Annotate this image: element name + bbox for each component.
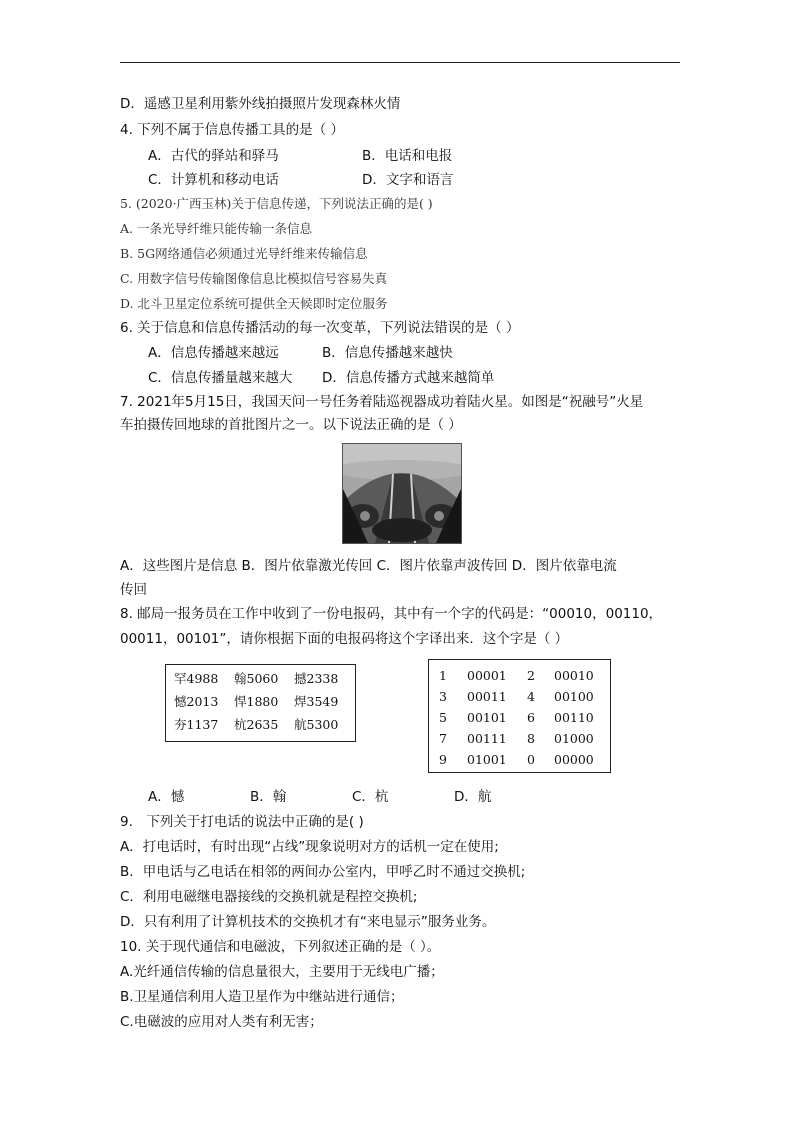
binary-code-cell: 9 (439, 752, 447, 767)
q9-option-a: A．打电话时，有时出现“占线”现象说明对方的话机一定在使用; (120, 839, 499, 855)
q6-option-c: C．信息传播量越来越大 (148, 370, 293, 386)
char-code-cell: 夯1137 (174, 717, 219, 732)
binary-code-cell: 4 (527, 689, 535, 704)
char-code-cell: 撼2338 (294, 671, 339, 686)
q7-stem-line2: 车拍摄传回地球的首批图片之一。以下说法正确的是（ ） (120, 417, 462, 433)
q9-option-d: D．只有利用了计算机技术的交换机才有“来电显示”服务业务。 (120, 914, 496, 930)
q10-stem: 10. 关于现代通信和电磁波，下列叙述正确的是（ ）。 (120, 939, 441, 955)
char-code-cell: 焊3549 (294, 694, 339, 709)
q3-option-d: D．遥感卫星利用紫外线拍摄照片发现森林火情 (120, 96, 401, 112)
q4-option-c: C．计算机和移动电话 (148, 172, 279, 188)
q9-stem: 9. 下列关于打电话的说法中正确的是( ) (120, 814, 364, 830)
binary-code-table (428, 659, 611, 773)
q10-option-c: C.电磁波的应用对人类有利无害； (120, 1014, 323, 1030)
binary-code-cell: 5 (439, 710, 447, 725)
binary-code-cell: 6 (527, 710, 535, 725)
binary-code-cell: 00111 (467, 731, 507, 746)
binary-code-cell: 00000 (554, 752, 594, 767)
binary-code-cell: 00100 (554, 689, 594, 704)
q5-option-a: A. 一条光导纤维只能传输一条信息 (120, 221, 312, 236)
q5-stem: 5. (2020·广西玉林)关于信息传递，下列说法正确的是( ) (120, 196, 433, 211)
mars-rover-photo-graphic (343, 444, 461, 543)
binary-code-cell: 00010 (554, 668, 594, 683)
q7-options-line2: 传回 (120, 582, 147, 598)
binary-code-cell: 8 (527, 731, 535, 746)
q6-option-a: A．信息传播越来越远 (148, 345, 279, 361)
q8-stem-line1: 8. 邮局一报务员在工作中收到了一份电报码，其中有一个字的代码是：“00010，00110， (120, 606, 663, 622)
binary-code-cell: 01001 (467, 752, 507, 767)
binary-code-cell: 00001 (467, 668, 507, 683)
char-code-cell: 航5300 (294, 717, 339, 732)
binary-code-cell: 7 (439, 731, 447, 746)
char-code-cell: 杭2635 (234, 717, 279, 732)
char-code-table (165, 664, 356, 742)
binary-code-cell: 2 (527, 668, 535, 683)
q4-option-b: B．电话和电报 (362, 148, 453, 164)
q7-stem-line1: 7. 2021年5月15日，我国天问一号任务着陆巡视器成功着陆火星。如图是“祝融号”火星 (120, 394, 644, 410)
q10-option-b: B.卫星通信利用人造卫星作为中继站进行通信； (120, 989, 404, 1005)
mars-rover-photo (342, 443, 462, 544)
q4-option-a: A．古代的驿站和驿马 (148, 148, 279, 164)
binary-code-cell: 00101 (467, 710, 507, 725)
q5-option-c: C. 用数字信号传输图像信息比模拟信号容易失真 (120, 271, 388, 286)
q8-option-c: C．杭 (352, 789, 389, 805)
q6-option-d: D．信息传播方式越来越简单 (322, 370, 495, 386)
q10-option-a: A.光纤通信传输的信息量很大，主要用于无线电广播； (120, 964, 444, 980)
binary-code-cell: 00011 (467, 689, 507, 704)
q4-option-d: D．文字和语言 (362, 172, 454, 188)
q4-stem: 4. 下列不属于信息传播工具的是（ ） (120, 122, 344, 138)
char-code-cell: 罕4988 (174, 671, 219, 686)
q9-option-b: B．甲电话与乙电话在相邻的两间办公室内，甲呼乙时不通过交换机; (120, 864, 526, 880)
q7-options-line1: A．这些图片是信息 B．图片依靠激光传回 C．图片依靠声波传回 D．图片依靠电流 (120, 558, 617, 574)
char-code-cell: 憾2013 (174, 694, 219, 709)
q8-option-d: D．航 (454, 789, 492, 805)
q5-option-d: D. 北斗卫星定位系统可提供全天候即时定位服务 (120, 296, 388, 311)
binary-code-cell: 0 (527, 752, 535, 767)
q5-option-b: B. 5G网络通信必须通过光导纤维来传输信息 (120, 246, 368, 261)
header-rule (120, 62, 680, 63)
q6-option-b: B．信息传播越来越快 (322, 345, 453, 361)
q8-option-a: A．憾 (148, 789, 185, 805)
q8-option-b: B．翰 (250, 789, 287, 805)
q9-option-c: C．利用电磁继电器接线的交换机就是程控交换机; (120, 889, 418, 905)
char-code-cell: 悍1880 (234, 694, 279, 709)
binary-code-cell: 00110 (554, 710, 594, 725)
binary-code-cell: 3 (439, 689, 447, 704)
binary-code-cell: 01000 (554, 731, 594, 746)
q8-stem-line2: 00011，00101”，请你根据下面的电报码将这个字译出来．这个字是（ ） (120, 631, 569, 647)
q6-stem: 6. 关于信息和信息传播活动的每一次变革，下列说法错误的是（ ） (120, 320, 520, 336)
binary-code-cell: 1 (439, 668, 447, 683)
char-code-cell: 翰5060 (234, 671, 279, 686)
